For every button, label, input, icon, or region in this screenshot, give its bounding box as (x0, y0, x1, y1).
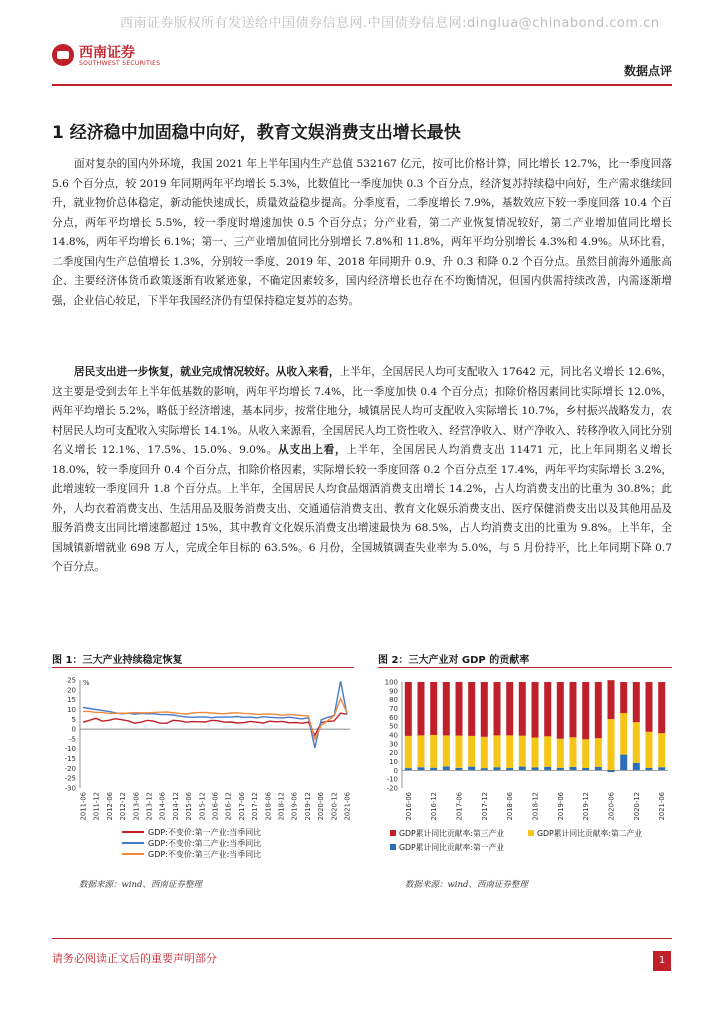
figure1-y-tick-label: -25 (64, 774, 76, 783)
figure2-bar-segment (506, 768, 513, 770)
figure2-y-tick-label: 50 (389, 722, 398, 731)
figure2-bar-segment (658, 682, 665, 733)
figure2-y-tick-label: 100 (384, 678, 398, 687)
figure2-bar-segment (506, 682, 513, 735)
figure2-bar-segment (532, 738, 539, 768)
paragraph-spending-text: 上半年，全国居民人均消费支出 11471 元，比上年同期名义增长 18.0%，较一季度回升 0.4 个百分点，扣除价格因素，实际增长较一季度回落 0.2 个百分点至 17.4%，两年平均实际增长 3.2%，此增速较一季度回升 1.8 个百分点。上半年，全国居民人均食品烟酒消费支出增长 14.2%，占人均消费支出的比重为 30.8%；此外，人均衣着消费支出、生活用品及服务消费支出、交通通信消费支出、教育文化娱乐消费支出、医疗保健消费支出以及其他用品及服务消费支出同比增速都超过 15%，其中教育文化娱乐消费支出增速最快为 68.5%，占人均消费支出的比重为 9.8%。上半年，全国城镇新增就业 698 万人，完成全年目标的 63.5%。6 月份，全国城镇调查失业率为 5.0%，与 5 月份持平，比上年同期下降 0.7 个百分点。 (52, 444, 672, 573)
figure2-rule (378, 667, 672, 668)
figure2-bar-segment (557, 739, 564, 768)
figure2-bar-segment (418, 735, 425, 767)
figure2-bar-segment (443, 682, 450, 735)
figure2-bar-segment (608, 719, 615, 770)
figure2-x-tick-label: 2017-06 (455, 792, 464, 821)
figure1-source: 数据来源：wind、西南证券整理 (79, 880, 202, 890)
figure2-bar-segment (544, 682, 551, 736)
figure1-x-tick-label: 2020-06 (317, 792, 326, 821)
figure2-bar-segment (633, 722, 640, 763)
figure2-bar-segment (468, 736, 475, 767)
figure1-legend-label: GDP:不变价:第二产业:当季同比 (148, 839, 262, 848)
figure2-bar-segment (646, 682, 653, 732)
figure2-x-tick-label: 2017-12 (480, 792, 489, 821)
figure2-bar-segment (405, 736, 412, 768)
figure1-x-tick-label: 2019-06 (290, 792, 299, 821)
paragraph-economy: 面对复杂的国内外环境，我国 2021 年上半年国内生产总值 532167 亿元，按可比价格计算，同比增长 12.7%，比一季度回落 5.6 个百分点，较 2019 年同期两年平均增长 5.3%，比数值比一季度加快 0.3 个百分点，经济复苏持续稳中向好，生产需求继续回升，就业物价总体稳定，新动能快速成长，质量效益稳步提高。分季度看，二季度增长 7.9%，基数效应下较一季度回落 10.4 个百分点，两年平均增长 5.5%，较一季度时增速加快 0.5 个百分点；分产业看，第二产业恢复情况较好，第二产业增加值同比增长 14.8%，两年平均增长 6.1%；第一、三产业增加值同比分别增长 7.8%和 11.8%，两年平均分别增长 4.3%和 4.9%。从环比看，二季度国内生产总值增长 1.3%，分别较一季度、2019 年、2018 年同期升 0.9、升 0.3 和降 0.2 个百分点。虽然目前海外通胀高企、主要经济体货币政策逐渐有收紧迹象，不确定因素较多，国内经济增长也存在不均衡情况，但国内供需持续改善，内需逐渐增强，企业信心较足，下半年我国经济仍有望保持稳定复苏的态势。 (52, 158, 672, 307)
header-divider (52, 84, 672, 86)
figure2-bar-segment (620, 713, 627, 755)
figure2-y-tick-label: 80 (389, 696, 398, 705)
figure1-x-tick-label: 2014-06 (158, 792, 167, 821)
figure1-x-tick-label: 2015-12 (198, 792, 207, 821)
logo-icon (52, 44, 74, 66)
figure2-bar-segment (646, 732, 653, 768)
figure1-x-tick-label: 2019-12 (303, 792, 312, 821)
figure1-x-tick-label: 2011-06 (79, 792, 88, 821)
figure2-bar-segment (494, 735, 501, 767)
figure2-x-tick-label: 2018-12 (531, 792, 540, 821)
paragraph-consumption (52, 363, 672, 578)
figure2-bar-segment (595, 738, 602, 767)
figure1-y-tick-label: -20 (64, 764, 76, 773)
logo-chinese-name: 西南证券 (79, 45, 135, 61)
figure2-bar-segment (633, 682, 640, 722)
footer-disclaimer-note: 请务必阅读正文后的重要声明部分 (52, 952, 217, 965)
figure2-legend-swatch (390, 830, 396, 836)
figure1-legend-label: GDP:不变价:第三产业:当季同比 (148, 850, 262, 859)
paragraph-lead-income: 居民支出进一步恢复，就业完成情况较好。从收入来看， (74, 366, 340, 378)
figure2-bar-segment (620, 682, 627, 713)
figure2-bar-segment (418, 767, 425, 770)
figure1-y-tick-label: -30 (64, 784, 76, 793)
figure1-y-tick-label: 25 (67, 676, 76, 685)
figure2-bar-segment (418, 682, 425, 735)
figure2-legend-swatch (528, 830, 534, 836)
figure2-bar-segment (595, 767, 602, 770)
figure2-bar-segment (519, 682, 526, 736)
figure2-bar-segment (456, 682, 463, 736)
figure2-x-tick-label: 2019-12 (582, 792, 591, 821)
figure2-title: 图 2：三大产业对 GDP 的贡献率 (378, 655, 530, 666)
figure2-bar-segment (443, 735, 450, 766)
footer-divider (52, 938, 672, 939)
figure1-y-tick-label: -10 (64, 745, 76, 754)
figure2-x-tick-label: 2018-06 (506, 792, 515, 821)
figure2-y-tick-label: 60 (389, 713, 398, 722)
figure2-bar-segment (405, 682, 412, 736)
figure2-bar-segment (519, 736, 526, 767)
figure2-legend-label: GDP累计同比贡献率:第一产业 (399, 843, 505, 852)
figure1-x-tick-label: 2017-12 (251, 792, 260, 821)
figure2-bar-segment (430, 735, 437, 768)
figure2-legend-label: GDP累计同比贡献率:第三产业 (399, 829, 505, 838)
figure1-rule (52, 667, 354, 668)
figure1-x-tick-label: 2014-12 (171, 792, 180, 821)
figure2-bar-chart (378, 672, 672, 872)
figure2-bar-segment (608, 680, 615, 719)
figure2-y-tick-label: -10 (386, 775, 398, 784)
figure2-bar-segment (633, 763, 640, 771)
figure2-bar-segment (544, 767, 551, 771)
figure1-x-tick-label: 2018-06 (264, 792, 273, 821)
figure2-bar-segment (519, 767, 526, 771)
figure2-bar-segment (646, 768, 653, 770)
figure1-x-tick-label: 2013-06 (132, 792, 141, 821)
figure2-x-tick-label: 2020-06 (607, 792, 616, 821)
figure2-bar-segment (532, 682, 539, 738)
figure1-x-tick-label: 2017-06 (237, 792, 246, 821)
figure2-bar-segment (620, 755, 627, 771)
figure2-legend-swatch (390, 844, 396, 850)
figure1-title: 图 1：三大产业持续稳定恢复 (52, 655, 183, 666)
figure2-bar-segment (570, 767, 577, 770)
figure2-x-tick-label: 2020-12 (632, 792, 641, 821)
figure2-bar-segment (468, 682, 475, 736)
logo-english-name: SOUTHWEST SECURITIES (79, 60, 161, 67)
figure1-line-chart (52, 672, 354, 872)
figure2-bar-segment (582, 682, 589, 739)
figure2-bar-segment (506, 735, 513, 768)
figure1-y-tick-label: -15 (64, 755, 76, 764)
figure2-bar-segment (582, 739, 589, 768)
figure1-x-tick-label: 2012-12 (119, 792, 128, 821)
figure2-bar-segment (532, 768, 539, 771)
figure1-series-line (83, 699, 347, 740)
figure1-x-tick-label: 2021-06 (343, 792, 352, 821)
figure2-x-tick-label: 2016-06 (404, 792, 413, 821)
figure1-y-tick-label: 10 (67, 705, 76, 714)
figure2-bar-segment (658, 767, 665, 770)
figure2-bar-segment (481, 737, 488, 768)
figure2-bar-segment (494, 682, 501, 735)
figure1-series-line (83, 681, 347, 748)
figure1-x-tick-label: 2020-12 (330, 792, 339, 821)
figure2-x-tick-label: 2021-06 (658, 792, 667, 821)
figure1-x-tick-label: 2016-06 (211, 792, 220, 821)
figure1-unit-label: % (83, 679, 90, 687)
figure2-y-tick-label: 20 (389, 749, 398, 758)
figure2-bar-segment (658, 733, 665, 767)
figure2-bar-segment (570, 682, 577, 737)
figure1-x-tick-label: 2015-06 (185, 792, 194, 821)
figure2-bar-segment (544, 736, 551, 767)
figure2-y-tick-label: 70 (389, 705, 398, 713)
paragraph-income-text: 上半年，全国居民人均可支配收入 17642 元，同比名义增长 12.6%，这主要是受到去年上半年低基数的影响，两年平均增长 7.4%，比一季度加快 0.4 个百分点；扣除价格因素同比实际增长 12.0%，两年平均增长 5.2%，略低于经济增速，基本同步，按常住地分，城镇居民人均可支配收入实际增长 10.7%，乡村振兴战略发力，农村居民人均可支配收入实际增长 14.1%。从收入来源看，全国居民人均工资性收入、经营净收入、财产净收入、转移净收入同比分别名义增长 12.1%、17.5%、15.0%、9.0%。 (52, 366, 672, 456)
figure2-x-tick-label: 2016-12 (430, 792, 439, 821)
figure1-y-tick-label: 20 (67, 686, 76, 695)
figure2-bar-segment (557, 682, 564, 739)
figure2-bar-segment (494, 767, 501, 770)
figure2-y-tick-label: -20 (386, 784, 398, 793)
figure1-y-tick-label: -5 (69, 735, 76, 744)
figure2-y-tick-label: 90 (389, 687, 398, 696)
figure1-x-tick-label: 2013-12 (145, 792, 154, 821)
figure1-x-tick-label: 2011-12 (92, 792, 101, 821)
figure2-y-tick-label: 10 (389, 758, 398, 766)
figure1-y-tick-label: 0 (71, 725, 76, 734)
figure2-y-tick-label: 30 (389, 740, 398, 749)
figure1-y-tick-label: 5 (71, 715, 76, 724)
company-logo (52, 42, 172, 70)
section-title: 1 经济稳中加固稳中向好，教育文娱消费支出增长最快 (52, 123, 461, 143)
figure2-y-tick-label: 0 (393, 766, 398, 775)
figure1-x-tick-label: 2012-06 (105, 792, 114, 821)
figure2-bar-segment (481, 682, 488, 737)
figure2-bar-segment (481, 768, 488, 770)
figure2-bar-segment (468, 767, 475, 771)
figure1-x-tick-label: 2016-12 (224, 792, 233, 821)
figure2-bar-segment (456, 736, 463, 768)
figure2-bar-segment (405, 768, 412, 770)
figure2-source: 数据来源：wind、西南证券整理 (405, 880, 528, 890)
figure1-x-tick-label: 2018-12 (277, 792, 286, 821)
figure2-x-tick-label: 2019-06 (556, 792, 565, 821)
figure2-bar-segment (443, 766, 450, 770)
page-number: 1 (653, 951, 671, 971)
figure2-y-tick-label: 40 (389, 731, 398, 740)
paragraph-lead-spending: 从支出上看， (278, 444, 347, 456)
document-type: 数据点评 (623, 64, 672, 78)
figure2-legend-label: GDP累计同比贡献率:第二产业 (537, 829, 643, 838)
figure2-bar-segment (595, 682, 602, 738)
figure2-bar-segment (582, 768, 589, 770)
figure2-bar-segment (570, 737, 577, 767)
figure1-y-tick-label: 15 (67, 696, 76, 705)
figure1-legend-label: GDP:不变价:第一产业:当季同比 (148, 828, 262, 837)
watermark: 西南证券版权所有发送给中国债券信息网.中国债券信息网:dinglua@chinabond.com.cn (120, 16, 660, 31)
figure2-bar-segment (430, 682, 437, 735)
